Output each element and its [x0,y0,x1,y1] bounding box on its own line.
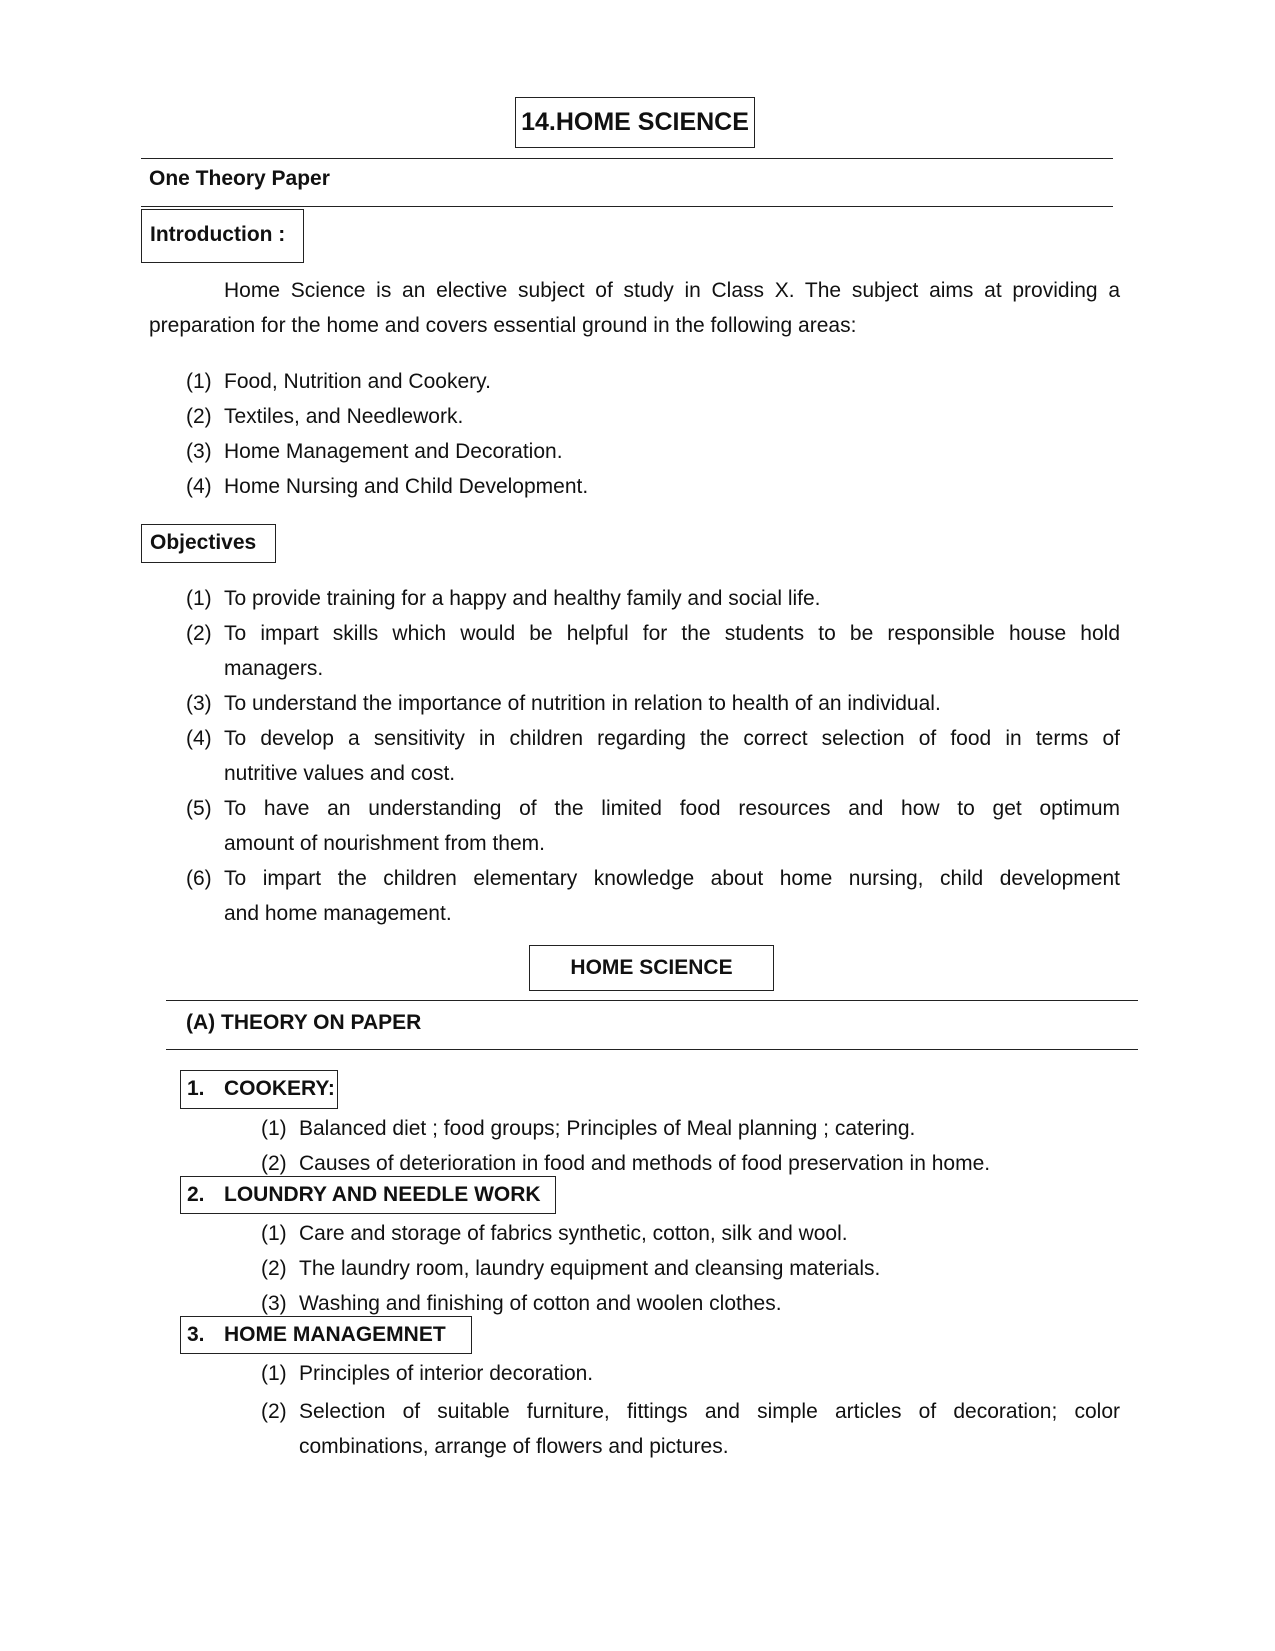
list-item-number: (1) [261,1117,287,1140]
list-item-number: (1) [261,1362,287,1385]
intro-paragraph-line2: preparation for the home and covers essential ground in the following areas: [149,314,857,337]
list-item: Textiles, and Needlework. [224,405,464,428]
page-title: 14.HOME SCIENCE [521,108,749,136]
objectives-heading-box [141,524,276,563]
divider [141,158,1113,159]
list-item-continuation: combinations, arrange of flowers and pictures. [299,1435,729,1458]
list-item: Home Nursing and Child Development. [224,475,589,498]
list-item-number: (3) [261,1292,287,1315]
introduction-heading-box [141,209,304,263]
list-item-number: (6) [186,867,212,890]
list-item-number: (4) [186,475,212,498]
list-item: Care and storage of fabrics synthetic, cotton, silk and wool. [299,1222,848,1245]
list-item: Causes of deterioration in food and methods of food preservation in home. [299,1152,991,1175]
syllabus-heading: HOME SCIENCE [570,956,733,979]
list-item: Food, Nutrition and Cookery. [224,370,491,393]
list-item-continuation: amount of nourishment from them. [224,832,545,855]
list-item: The laundry room, laundry equipment and cleansing materials. [299,1257,881,1280]
section-heading-box [180,1316,472,1354]
theory-heading: (A) THEORY ON PAPER [186,1011,422,1034]
list-item-number: (5) [186,797,212,820]
list-item: To understand the importance of nutrition in relation to health of an individual. [224,692,941,715]
divider [141,206,1113,207]
section-title: HOME MANAGEMNET [224,1323,446,1346]
section-title: COOKERY: [224,1077,335,1100]
list-item-number: (3) [186,440,212,463]
section-number: 3. [187,1323,205,1346]
section-heading-box [180,1176,556,1214]
paper-label: One Theory Paper [149,167,330,190]
list-item-number: (2) [186,622,212,645]
list-item: To have an understanding of the limited food resources and how to get optimum [224,797,1120,820]
list-item: Principles of interior decoration. [299,1362,594,1385]
list-item: Home Management and Decoration. [224,440,563,463]
list-item-number: (2) [261,1152,287,1175]
list-item-number: (2) [261,1257,287,1280]
list-item-number: (4) [186,727,212,750]
page-title-box [515,97,755,148]
list-item: To impart skills which would be helpful for the students to be responsible house hold [224,622,1120,645]
list-item-number: (1) [261,1222,287,1245]
divider [166,1049,1138,1050]
list-item-number: (3) [186,692,212,715]
list-item-continuation: nutritive values and cost. [224,762,456,785]
list-item: Balanced diet ; food groups; Principles of Meal planning ; catering. [299,1117,916,1140]
section-number: 2. [187,1183,205,1206]
list-item: To provide training for a happy and healthy family and social life. [224,587,821,610]
list-item-number: (1) [186,370,212,393]
section-heading-box [180,1070,338,1109]
intro-paragraph-line1: Home Science is an elective subject of study in Class X. The subject aims at providing a [224,279,1120,302]
section-title: LOUNDRY AND NEEDLE WORK [224,1183,541,1206]
objectives-heading: Objectives [150,531,257,554]
list-item-number: (1) [186,587,212,610]
list-item: Washing and finishing of cotton and woolen clothes. [299,1292,782,1315]
list-item: To develop a sensitivity in children regarding the correct selection of food in terms of [224,727,1120,750]
list-item: Selection of suitable furniture, fittings and simple articles of decoration; color [299,1400,1120,1423]
list-item-continuation: managers. [224,657,324,680]
introduction-heading: Introduction : [150,223,286,246]
list-item: To impart the children elementary knowledge about home nursing, child development [224,867,1120,890]
section-number: 1. [187,1077,205,1100]
list-item-number: (2) [261,1400,287,1423]
list-item-continuation: and home management. [224,902,452,925]
syllabus-heading-box [529,945,774,991]
divider [166,1000,1138,1001]
list-item-number: (2) [186,405,212,428]
